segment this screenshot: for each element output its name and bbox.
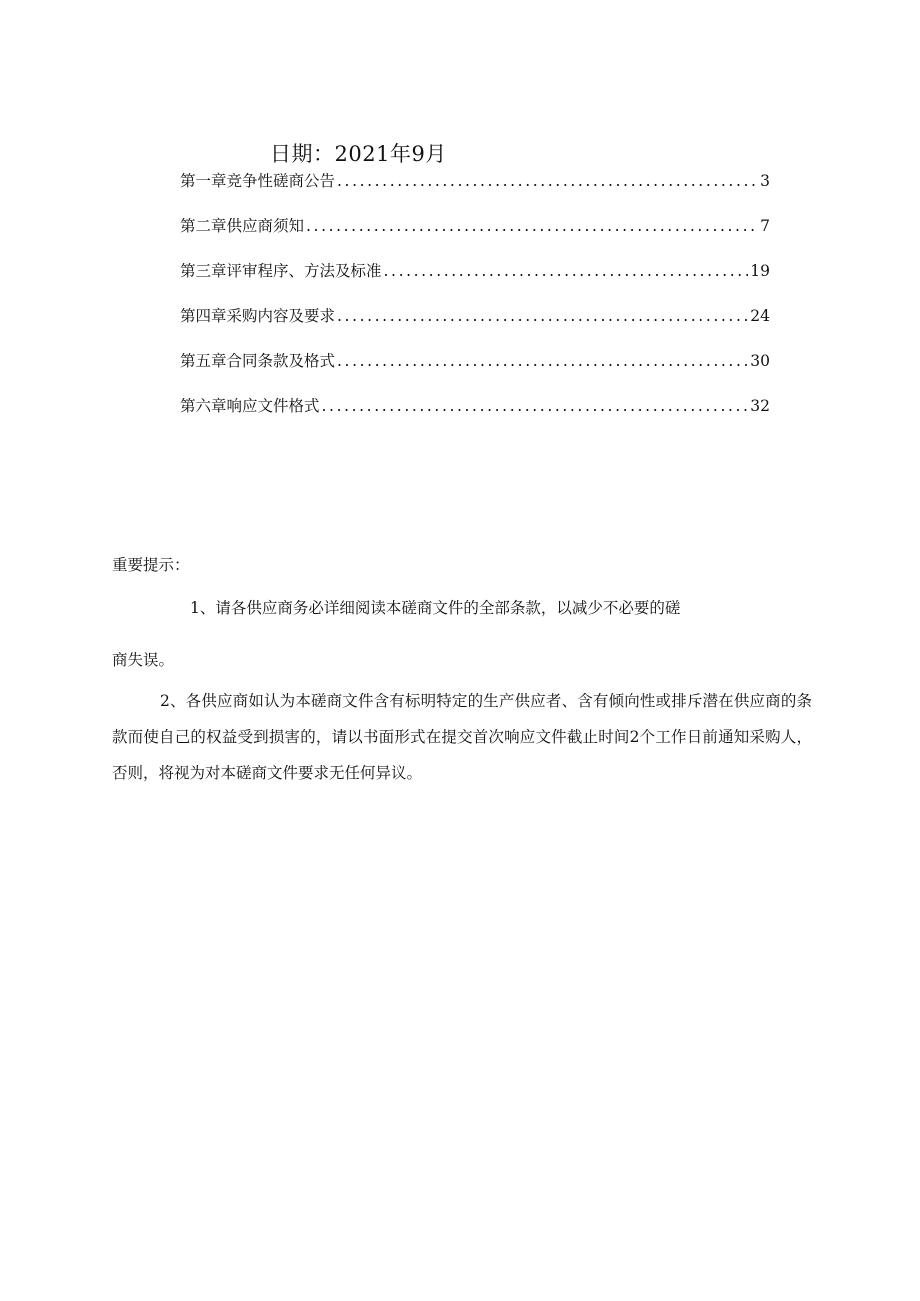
toc-entry-3[interactable] [180, 258, 770, 303]
toc-entry-5[interactable] [180, 348, 770, 393]
toc-dot-leader [337, 168, 758, 194]
toc-entry-title: 第一章竞争性磋商公告 [180, 172, 336, 190]
toc-entry-2[interactable] [180, 213, 770, 258]
toc-entry-6[interactable] [180, 393, 770, 438]
notice-item-1-continuation: 商失误。 [112, 651, 175, 669]
notice-item-2: 2、各供应商如认为本磋商文件含有标明特定的生产供应者、含有倾向性或排斥潜在供应商的条款而使自己的权益受到损害的，请以书面形式在提交首次响应文件截止时间2个工作日前通知采购人，否则，将视为对本磋商文件要求无任何异议。 [112, 692, 812, 782]
toc-entry-4[interactable] [180, 303, 770, 348]
important-notice-heading: 重要提示： [112, 556, 190, 574]
toc-entry-page: 3 [760, 172, 770, 190]
toc-entry-page: 30 [750, 352, 770, 370]
toc-dot-leader [337, 348, 748, 374]
toc-entry-title: 第五章合同条款及格式 [180, 352, 336, 370]
document-date: 日期：2021年9月 [270, 142, 447, 166]
toc-dot-leader [322, 393, 749, 419]
toc-entry-title: 第六章响应文件格式 [180, 397, 320, 415]
toc-dot-leader [384, 258, 749, 284]
notice-item-1: 1、请各供应商务必详细阅读本磋商文件的全部条款，以减少不必要的磋 [190, 599, 681, 617]
toc-entry-1[interactable] [180, 168, 770, 213]
toc-entry-page: 24 [750, 307, 770, 325]
toc-dot-leader [306, 213, 758, 239]
toc-entry-page: 19 [750, 262, 770, 280]
toc-entry-title: 第三章评审程序、方法及标准 [180, 262, 382, 280]
toc-entry-title: 第四章采购内容及要求 [180, 307, 336, 325]
table-of-contents [180, 168, 770, 438]
toc-entry-page: 7 [760, 217, 770, 235]
toc-entry-title: 第二章供应商须知 [180, 217, 305, 235]
toc-dot-leader [337, 303, 748, 329]
toc-entry-page: 32 [750, 397, 770, 415]
